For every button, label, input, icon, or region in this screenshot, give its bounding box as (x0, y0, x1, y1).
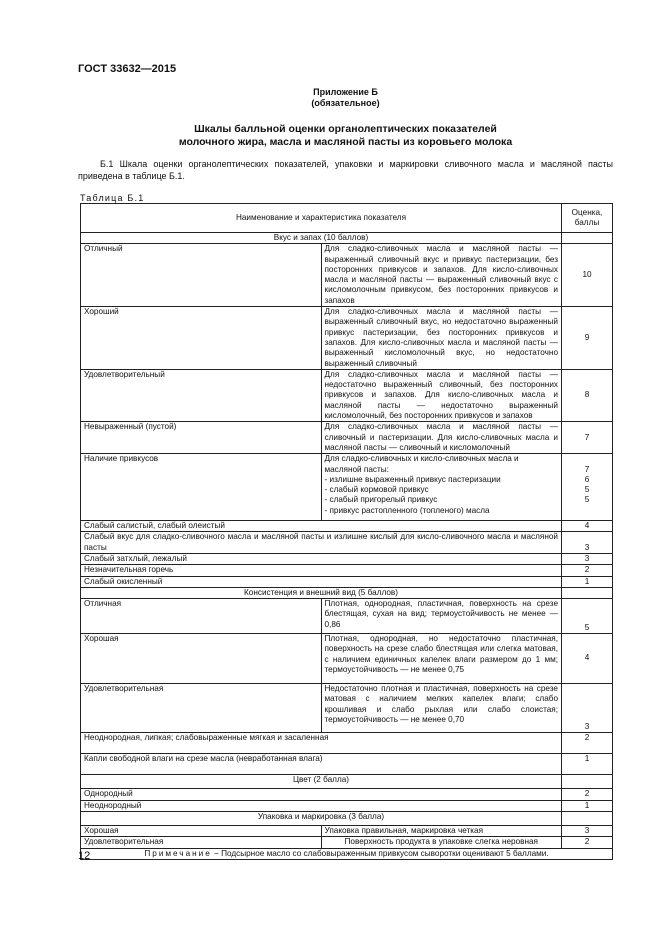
row-desc: Недостаточно плотная и пластичная, поверхность на срезе матовая с наличием мелких капелек влаги; слабо крошливая и слабо рыхлая или слабо слоистая; термоустойчивость — не менее 0,70 (321, 684, 562, 733)
table-row (81, 837, 613, 848)
section-row-taste (81, 233, 613, 244)
row-text: Капли свободной влаги на срезе масла (невработанная влага) (81, 754, 562, 775)
row-score: 3 (562, 825, 613, 836)
row-name: Удовлетворительная (81, 684, 322, 733)
table-row (81, 532, 613, 554)
row-name: Наличие привкусов (81, 454, 322, 521)
title-line-1: Шкалы балльной оценки органолептических показателей (194, 123, 497, 135)
score-header-line-2: баллы (574, 218, 600, 227)
row-text: Незначительная горечь (81, 565, 562, 576)
row-desc: Для сладко-сливочных масла и масляной пасты — выраженный сливочный вкус, но недостаточно выраженный привкус пастеризации, без посторонних привкусов и запахов. Для кисло-сливочных масла и масляной пасты — выраженный кисломолочный вкус, но недостаточно выраженный сливочный (321, 307, 562, 370)
score-header-line-1: Оценка, (571, 208, 603, 217)
appendix-status: (обязательное) (311, 98, 380, 108)
table-row (81, 244, 613, 307)
table-note-row (81, 848, 613, 859)
row-text: Слабый вкус для сладко-сливочного масла и масляной пасты и излишне кислый для кисло-сливочного масла и масляной пасты (81, 532, 562, 554)
row-name: Хороший (81, 307, 322, 370)
table-header-row (81, 204, 613, 233)
appendix-heading (78, 87, 613, 109)
table-row (81, 633, 613, 683)
row-score: 4 (562, 521, 613, 532)
document-title (78, 123, 613, 149)
table-row (81, 307, 613, 370)
col-header: Наименование и характеристика показателя (81, 204, 562, 233)
row-score: 10 (562, 244, 613, 307)
row-score (562, 454, 613, 521)
scores-table (80, 203, 613, 860)
row-desc (321, 454, 562, 521)
row-name: Отличный (81, 244, 322, 307)
row-name: Хорошая (81, 825, 322, 836)
row-score: 2 (562, 789, 613, 800)
row-desc: Для сладко-сливочных масла и масляной пасты — сливочный и пастеризации. Для кисло-сливочных масла и масляной пасты — сливочный и кисломолочный (321, 422, 562, 454)
row-score: 2 (562, 565, 613, 576)
page-number: 12 (78, 850, 91, 862)
row-desc: Для сладко-сливочных масла и масляной пасты — выраженный сливочный вкус и привкус пастеризации, без посторонних привкусов и запахов. Для кисло-сливочных масла и масляной пасты — выраженный сливочный вкус с кисломолочным привкусом, без посторонних привкусов и запахов (321, 244, 562, 307)
row-score: 7 (562, 422, 613, 454)
row-text: Слабый салистый, слабый олеистый (81, 521, 562, 532)
table-row (81, 521, 613, 532)
table-row (81, 553, 613, 564)
section-title: Упаковка и маркировка (3 балла) (81, 811, 562, 825)
note-label: Примечание (144, 848, 212, 858)
tints-lead: Для сладко-сливочных и кисло-сливочных масла и масляной пасты: (324, 454, 519, 474)
table-row (81, 599, 613, 634)
title-line-2: молочного жира, масла и масляной пасты из коровьего молока (178, 136, 513, 148)
section-title: Вкус и запах (10 баллов) (81, 233, 562, 244)
row-score: 9 (562, 307, 613, 370)
section-row-consistency (81, 587, 613, 598)
doc-header: ГОСТ 33632—2015 (78, 63, 177, 75)
row-text: Неоднородный (81, 800, 562, 811)
tints-item: - привкус растопленного (топленого) масла (324, 505, 490, 515)
tints-score: 5 (584, 495, 590, 505)
table-row (81, 800, 613, 811)
section-title: Консистенция и внешний вид (5 баллов) (81, 587, 562, 598)
row-name: Хорошая (81, 633, 322, 683)
tints-item: - излишне выраженный привкус пастеризации (324, 474, 501, 484)
row-desc: Плотная, однородная, пластичная, поверхность на срезе блестящая, сухая на вид; термоустойчивость не менее — 0,86 (321, 599, 562, 634)
row-score: 2 (562, 837, 613, 848)
row-name: Удовлетворительная (81, 837, 322, 848)
row-score: 5 (562, 599, 613, 634)
row-score: 3 (562, 553, 613, 564)
table-row (81, 422, 613, 454)
row-name: Удовлетворительный (81, 369, 322, 421)
row-desc: Для сладко-сливочных масла и масляной пасты — недостаточно выраженный сливочный, без посторонних привкусов и запахов. Для кисло-сливочных масла и масляной пасты — недостаточно выраженный кисломолочный, без посторонних привкусов и запахов (321, 369, 562, 421)
section-title: Цвет (2 балла) (81, 775, 562, 789)
tints-item: - слабый пригорелый привкус (324, 495, 438, 505)
tints-score: 7 (584, 464, 590, 474)
table-row (81, 369, 613, 421)
row-score: 3 (562, 684, 613, 733)
tints-score: 6 (584, 474, 590, 484)
table-row (81, 733, 613, 754)
row-score: 8 (562, 369, 613, 421)
row-score: 2 (562, 733, 613, 754)
row-name: Невыраженный (пустой) (81, 422, 322, 454)
table-row (81, 576, 613, 587)
table-row (81, 789, 613, 800)
row-name: Отличная (81, 599, 322, 634)
row-score: 1 (562, 576, 613, 587)
row-desc: Упаковка правильная, маркировка четкая (321, 825, 562, 836)
row-score: 1 (562, 800, 613, 811)
section-row-color (81, 775, 613, 789)
table-note (81, 848, 613, 859)
table-row (81, 565, 613, 576)
section-row-packaging (81, 811, 613, 825)
table-row (81, 825, 613, 836)
row-desc: Плотная, однородная, но недостаточно пластичная, поверхность на срезе слабо блестящая или слегка матовая, с наличием единичных капелек влаги размером до 1 мм; термоустойчивость — не менее 0,75 (321, 633, 562, 683)
row-text: Неоднородная, липкая; слабовыраженные мягкая и засаленная (81, 733, 562, 754)
tints-score: 5 (584, 485, 590, 495)
row-text: Слабый окисленный (81, 576, 562, 587)
row-text: Однородный (81, 789, 562, 800)
row-score: 4 (562, 633, 613, 683)
intro-paragraph: Б.1 Шкала оценки органолептических показателей, упаковки и маркировки сливочного масла и масляной пасты приведена в таблице Б.1. (78, 159, 613, 181)
table-row (81, 684, 613, 733)
score-header (562, 204, 613, 233)
row-score: 1 (562, 754, 613, 775)
appendix-title: Приложение Б (313, 87, 378, 97)
table-caption: Таблица Б.1 (80, 193, 145, 203)
note-text: − Подсырное масло со слабовыраженным привкусом сыворотки оценивают 5 баллами. (214, 848, 549, 858)
row-score: 3 (562, 532, 613, 554)
row-desc: Поверхность продукта в упаковке слегка неровная (321, 837, 562, 848)
row-text: Слабый затхлый, лежалый (81, 553, 562, 564)
table-row-tints (81, 454, 613, 521)
table-row (81, 754, 613, 775)
tints-item: - слабый кормовой привкус (324, 485, 429, 495)
